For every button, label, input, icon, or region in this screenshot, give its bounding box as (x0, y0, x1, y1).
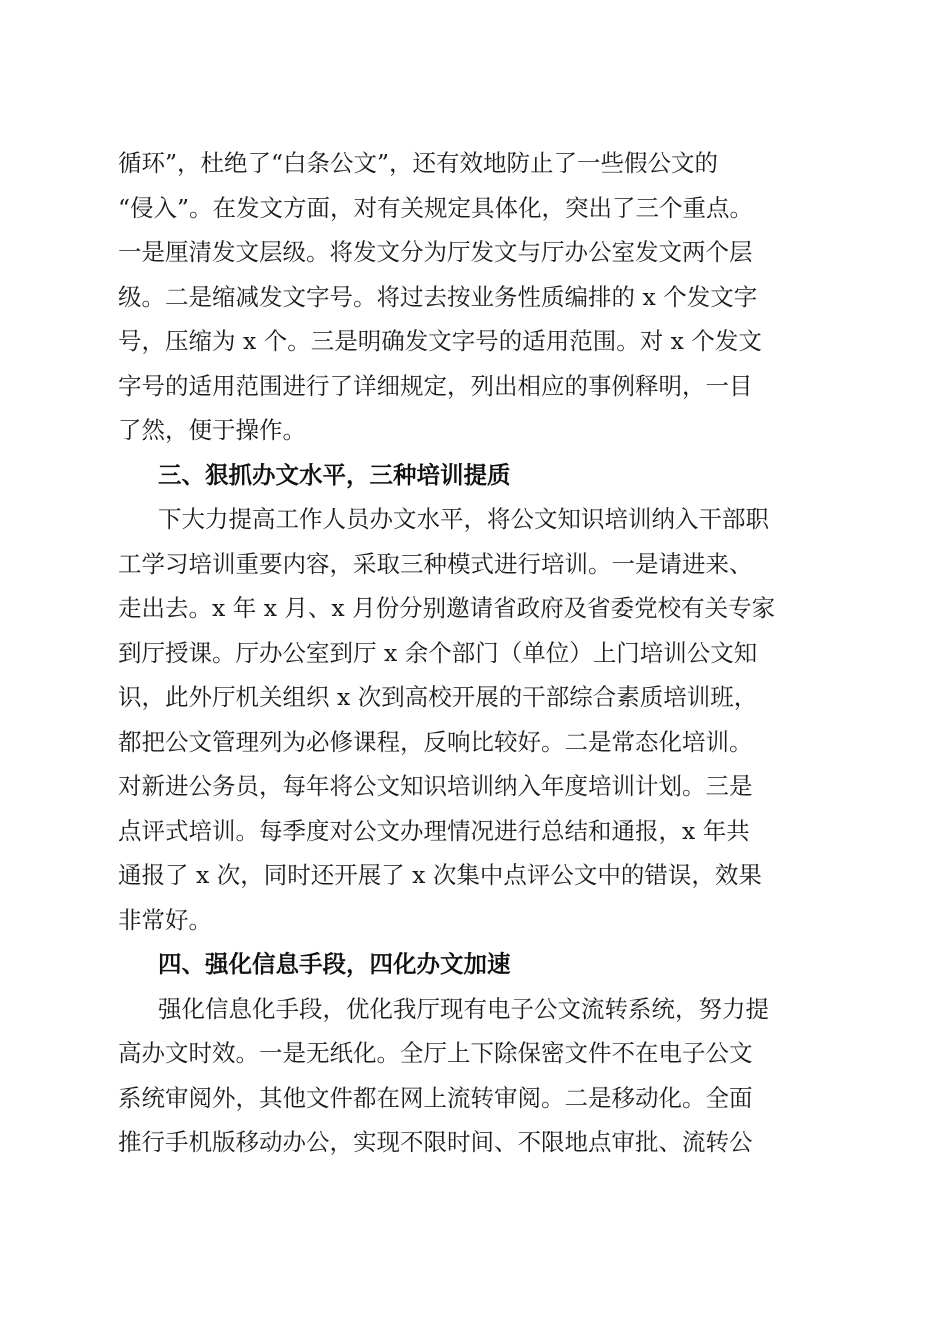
body-text-line: 对新进公务员，每年将公文知识培训纳入年度培训计划。三是 (118, 772, 753, 800)
body-text-line: 点评式培训。每季度对公文办理情况进行总结和通报，x 年共 (118, 817, 750, 845)
body-text-line: 级。二是缩减发文字号。将过去按业务性质编排的 x 个发文字 (118, 283, 758, 311)
body-text-line: 通报了 x 次，同时还开展了 x 次集中点评公文中的错误，效果 (118, 861, 762, 889)
body-text-line: 下大力提高工作人员办文水平，将公文知识培训纳入干部职 (158, 505, 769, 533)
body-text-line: 系统审阅外，其他文件都在网上流转审阅。二是移动化。全面 (118, 1084, 753, 1112)
body-text-line: 一是厘清发文层级。将发文分为厅发文与厅办公室发文两个层 (118, 238, 753, 266)
body-text-line: 了然，便于操作。 (118, 416, 306, 444)
section-heading-3: 三、狠抓办文水平，三种培训提质 (158, 461, 511, 489)
body-text-line: 非常好。 (118, 906, 212, 934)
body-text-line: 都把公文管理列为必修课程，反响比较好。二是常态化培训。 (118, 728, 753, 756)
body-text-line: 走出去。x 年 x 月、x 月份分别邀请省政府及省委党校有关专家 (118, 594, 776, 622)
body-text-line: 工学习培训重要内容，采取三种模式进行培训。一是请进来、 (118, 550, 753, 578)
body-text-line: 循环”，杜绝了“白条公文”，还有效地防止了一些假公文的 (118, 149, 719, 177)
body-text-line: 字号的适用范围进行了详细规定，列出相应的事例释明，一目 (118, 372, 753, 400)
body-text-line: 推行手机版移动办公，实现不限时间、不限地点审批、流转公 (118, 1128, 753, 1156)
body-text-line: 强化信息化手段，优化我厅现有电子公文流转系统，努力提 (158, 995, 769, 1023)
body-text-line: 高办文时效。一是无纸化。全厅上下除保密文件不在电子公文 (118, 1039, 753, 1067)
body-text-line: 到厅授课。厅办公室到厅 x 余个部门（单位）上门培训公文知 (118, 639, 758, 667)
body-text-line: 识，此外厅机关组织 x 次到高校开展的干部综合素质培训班， (118, 683, 758, 711)
body-text-line: “侵入”。在发文方面，对有关规定具体化，突出了三个重点。 (118, 194, 754, 222)
body-text-line: 号，压缩为 x 个。三是明确发文字号的适用范围。对 x 个发文 (118, 327, 762, 355)
section-heading-4: 四、强化信息手段，四化办文加速 (158, 950, 511, 978)
